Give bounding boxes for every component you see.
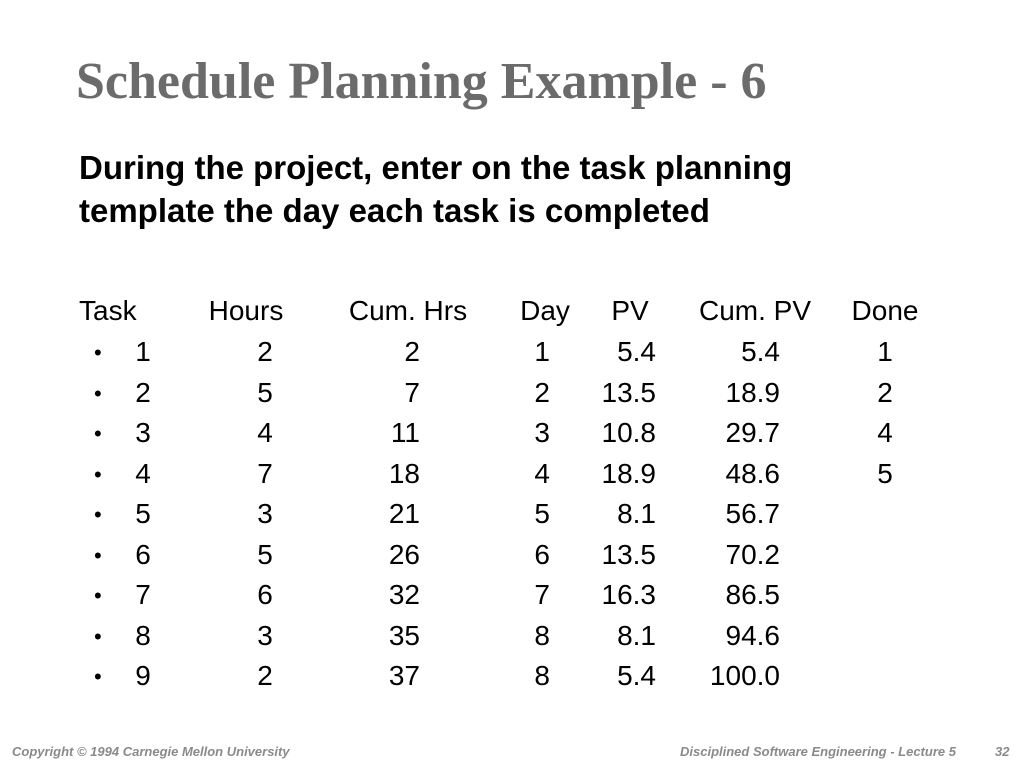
cell-pv: 18.9 (601, 457, 656, 489)
cell-task: 9 (135, 660, 151, 691)
cell-cum-hrs: 2 (404, 336, 420, 367)
cell-cum-hrs: 18 (388, 457, 420, 489)
bullet-icon: • (94, 461, 102, 487)
header-task: Task (79, 295, 137, 326)
intro-text (79, 146, 959, 232)
cell-task: 3 (135, 417, 151, 448)
header-day: Day (520, 295, 570, 326)
cell-cum-pv: 70.2 (725, 538, 780, 570)
cell-day: 1 (534, 336, 550, 367)
cell-pv: 8.1 (617, 498, 656, 529)
cell-day: 7 (534, 579, 550, 610)
header-done: Done (851, 295, 919, 326)
cell-cum-pv: 29.7 (725, 417, 780, 448)
cell-task: 2 (135, 376, 151, 408)
cell-hours: 4 (257, 417, 273, 448)
intro-line-1: During the project, enter on the task planning (79, 149, 793, 186)
cell-pv: 10.8 (601, 417, 656, 448)
cell-cum-pv: 100.0 (709, 660, 780, 691)
cell-task: 8 (135, 619, 151, 651)
cell-cum-hrs: 21 (388, 498, 420, 529)
cell-task: 1 (135, 336, 151, 367)
cell-task: 6 (135, 538, 151, 570)
cell-task: 5 (135, 498, 151, 529)
bullet-icon: • (94, 664, 102, 689)
cell-cum-hrs: 32 (388, 579, 420, 610)
cell-hours: 7 (257, 457, 273, 489)
cell-cum-pv: 18.9 (725, 376, 780, 408)
cell-day: 8 (534, 660, 550, 691)
cell-cum-hrs: 37 (388, 660, 420, 691)
cell-done: 5 (877, 457, 893, 489)
header-cum-hrs: Cum. Hrs (348, 295, 468, 326)
footer-course: Disciplined Software Engineering - Lecture 5 (680, 744, 956, 759)
cell-day: 6 (534, 538, 550, 570)
header-cum-pv: Cum. PV (698, 295, 812, 326)
cell-hours: 2 (257, 660, 273, 691)
cell-cum-pv: 48.6 (725, 457, 780, 489)
cell-day: 2 (534, 376, 550, 408)
bullet-icon: • (94, 583, 102, 608)
cell-pv: 5.4 (617, 660, 656, 691)
slide-title: Schedule Planning Example - 6 (76, 53, 767, 110)
cell-cum-hrs: 11 (390, 417, 420, 448)
cell-cum-pv: 94.6 (725, 619, 780, 651)
intro-line-2: template the day each task is completed (79, 192, 710, 229)
cell-done: 4 (877, 417, 893, 448)
cell-hours: 5 (257, 538, 273, 570)
cell-cum-hrs: 26 (388, 538, 420, 570)
footer-page-number: 32 (995, 744, 1010, 759)
cell-done: 1 (877, 336, 893, 367)
footer-copyright: Copyright © 1994 Carnegie Mellon University (12, 744, 290, 759)
cell-hours: 3 (257, 498, 273, 529)
cell-hours: 6 (257, 579, 273, 610)
bullet-icon: • (94, 623, 102, 649)
cell-pv: 5.4 (617, 336, 656, 367)
bullet-icon: • (94, 421, 102, 446)
bullet-icon: • (94, 340, 102, 365)
cell-task: 4 (135, 457, 151, 489)
cell-pv: 13.5 (601, 538, 656, 570)
cell-pv: 13.5 (601, 376, 656, 408)
cell-day: 8 (534, 619, 550, 651)
cell-hours: 2 (257, 336, 273, 367)
cell-cum-pv: 5.4 (741, 336, 780, 367)
cell-hours: 5 (257, 376, 273, 408)
header-hours: Hours (208, 295, 284, 326)
bullet-icon: • (94, 502, 102, 527)
cell-cum-pv: 86.5 (725, 579, 780, 610)
cell-day: 5 (534, 498, 550, 529)
bullet-icon: • (94, 380, 102, 406)
cell-cum-pv: 56.7 (725, 498, 780, 529)
header-pv: PV (611, 295, 649, 326)
cell-hours: 3 (257, 619, 273, 651)
cell-pv: 8.1 (617, 619, 656, 651)
cell-pv: 16.3 (601, 579, 656, 610)
cell-done: 2 (877, 376, 893, 408)
cell-cum-hrs: 35 (388, 619, 420, 651)
bullet-icon: • (94, 542, 102, 568)
cell-cum-hrs: 7 (404, 376, 420, 408)
cell-day: 4 (534, 457, 550, 489)
cell-task: 7 (135, 579, 151, 610)
cell-day: 3 (534, 417, 550, 448)
